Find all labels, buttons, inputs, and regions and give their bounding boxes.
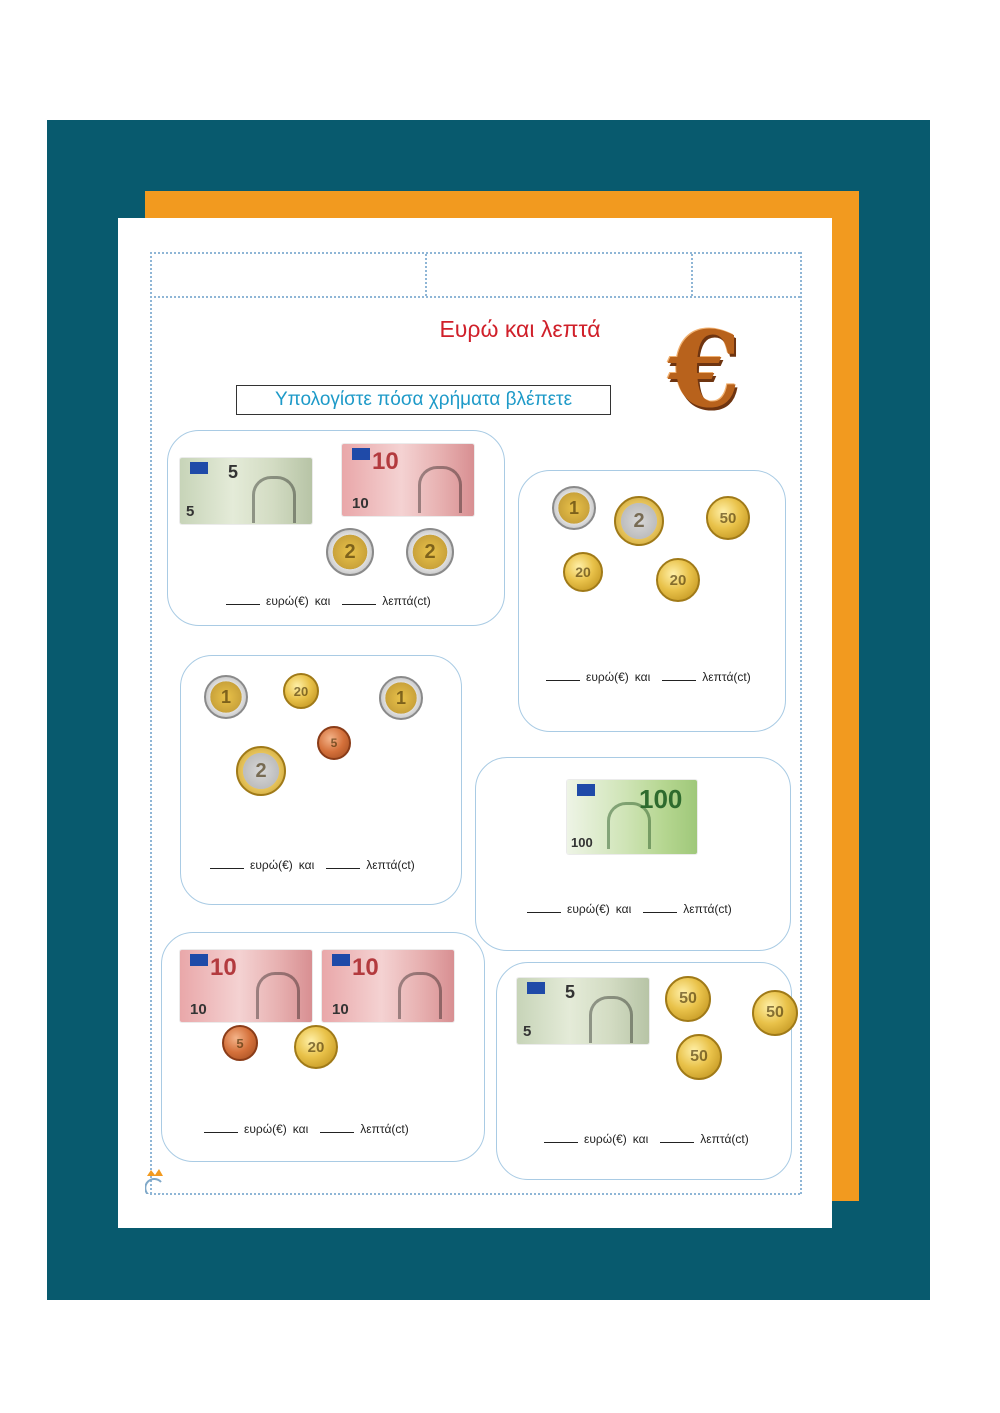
cents-label: λεπτά — [382, 594, 414, 608]
cents-unit: (ct) — [391, 1122, 409, 1136]
euro-blank[interactable] — [546, 680, 580, 681]
cents-blank[interactable] — [643, 912, 677, 913]
eu-flag-icon — [527, 982, 545, 994]
coin-50-cent: 50 — [665, 976, 711, 1022]
euro-blank[interactable] — [544, 1142, 578, 1143]
cents-blank[interactable] — [320, 1132, 354, 1133]
and-label: και — [314, 594, 331, 608]
banknote-value: 10 — [352, 954, 379, 981]
cents-unit: (ct) — [731, 1132, 749, 1146]
euro-blank[interactable] — [204, 1132, 238, 1133]
and-label: και — [615, 902, 632, 916]
banknote-10-euro — [180, 950, 312, 1022]
cents-blank[interactable] — [342, 604, 376, 605]
cents-label: λεπτά — [360, 1122, 392, 1136]
euro-unit: (€) — [278, 858, 293, 872]
and-label: και — [298, 858, 315, 872]
coin-50-cent: 50 — [676, 1034, 722, 1080]
answer-line — [204, 1122, 409, 1136]
publisher-logo-icon — [145, 1166, 167, 1194]
left-dotted-border — [150, 252, 152, 1194]
coin-2-euro: 2 — [406, 528, 454, 576]
coin-2-euro: 2 — [614, 496, 664, 546]
banknote-value: 5 — [523, 1023, 532, 1040]
cents-unit: (ct) — [733, 670, 751, 684]
arch-icon — [418, 466, 462, 513]
arch-icon — [252, 476, 296, 523]
banknote-value: 5 — [228, 462, 239, 482]
cents-label: λεπτά — [683, 902, 715, 916]
euro-unit: (€) — [614, 670, 629, 684]
banknote-10-euro — [342, 444, 474, 516]
coin-2-euro: 2 — [236, 746, 286, 796]
euro-blank[interactable] — [210, 868, 244, 869]
banknote-value: 10 — [332, 1001, 349, 1018]
euro-unit: (€) — [595, 902, 610, 916]
answer-line — [210, 858, 415, 872]
coin-1-euro: 1 — [204, 675, 248, 719]
banknote-10-euro — [322, 950, 454, 1022]
euro-label: ευρώ — [244, 1122, 273, 1136]
answer-line — [546, 670, 751, 684]
banknote-value: 10 — [352, 495, 369, 512]
and-label: και — [632, 1132, 649, 1146]
banknote-value: 10 — [190, 1001, 207, 1018]
coin-1-euro: 1 — [379, 676, 423, 720]
banknote-5-euro — [180, 458, 312, 524]
banknote-value: 10 — [210, 954, 237, 981]
euro-label: ευρώ — [567, 902, 596, 916]
coin-5-cent: 5 — [222, 1025, 258, 1061]
coin-20-cent: 20 — [294, 1025, 338, 1069]
coin-50-cent: 50 — [752, 990, 798, 1036]
banknote-100-euro — [567, 780, 697, 854]
coin-2-euro: 2 — [326, 528, 374, 576]
coin-5-cent: 5 — [317, 726, 351, 760]
euro-symbol-icon: € — [668, 308, 741, 431]
cents-label: λεπτά — [700, 1132, 732, 1146]
cents-unit: (ct) — [413, 594, 431, 608]
cents-blank[interactable] — [326, 868, 360, 869]
eu-flag-icon — [352, 448, 370, 460]
euro-label: ευρώ — [266, 594, 295, 608]
banknote-value: 5 — [186, 503, 195, 520]
arch-icon — [589, 996, 633, 1043]
banknote-value: 100 — [571, 835, 593, 850]
banknote-value: 10 — [372, 448, 399, 475]
header-separator — [691, 254, 693, 296]
cents-unit: (ct) — [397, 858, 415, 872]
and-label: και — [292, 1122, 309, 1136]
coin-50-cent: 50 — [706, 496, 750, 540]
eu-flag-icon — [332, 954, 350, 966]
banknote-value: 5 — [565, 982, 576, 1002]
coin-20-cent: 20 — [283, 673, 319, 709]
euro-label: ευρώ — [586, 670, 615, 684]
banknote-5-euro — [517, 978, 649, 1044]
cents-label: λεπτά — [702, 670, 734, 684]
euro-label: ευρώ — [250, 858, 279, 872]
eu-flag-icon — [190, 954, 208, 966]
answer-line — [544, 1132, 749, 1146]
coin-1-euro: 1 — [552, 486, 596, 530]
arch-icon — [256, 972, 300, 1019]
coin-20-cent: 20 — [563, 552, 603, 592]
right-dotted-border — [800, 252, 802, 1194]
eu-flag-icon — [190, 462, 208, 474]
euro-unit: (€) — [612, 1132, 627, 1146]
arch-icon — [398, 972, 442, 1019]
answer-line — [527, 902, 732, 916]
euro-unit: (€) — [294, 594, 309, 608]
worksheet-title: Ευρώ και λεπτά — [439, 316, 601, 342]
cents-blank[interactable] — [662, 680, 696, 681]
banknote-value: 100 — [639, 784, 683, 814]
answer-line — [226, 594, 431, 608]
cents-label: λεπτά — [366, 858, 398, 872]
euro-label: ευρώ — [584, 1132, 613, 1146]
cents-unit: (ct) — [714, 902, 732, 916]
coin-20-cent: 20 — [656, 558, 700, 602]
instruction-box: Υπολογίστε πόσα χρήματα βλέπετε — [236, 385, 611, 415]
euro-unit: (€) — [272, 1122, 287, 1136]
eu-flag-icon — [577, 784, 595, 796]
euro-blank[interactable] — [226, 604, 260, 605]
bottom-dotted-border — [150, 1193, 800, 1195]
header-dotted-band — [150, 252, 800, 298]
and-label: και — [634, 670, 651, 684]
euro-blank[interactable] — [527, 912, 561, 913]
header-separator — [425, 254, 427, 296]
cents-blank[interactable] — [660, 1142, 694, 1143]
